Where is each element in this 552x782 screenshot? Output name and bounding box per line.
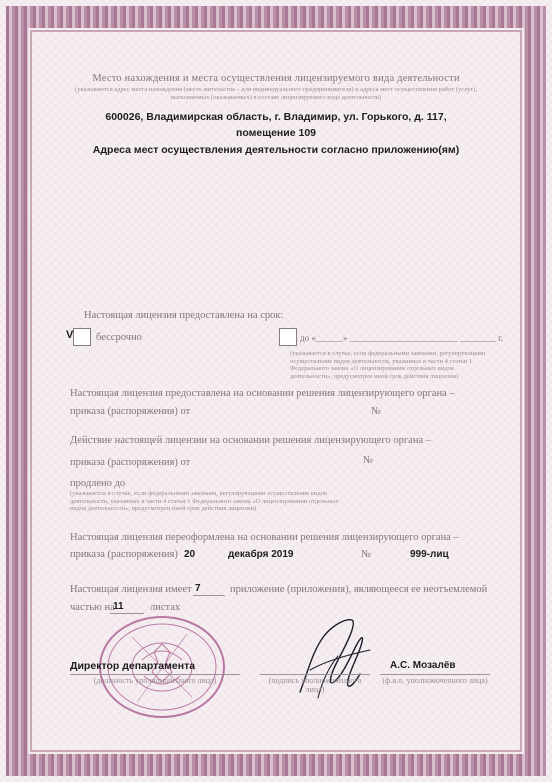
unlimited-checkbox xyxy=(73,328,91,346)
action-order: приказа (распоряжения) от xyxy=(70,457,191,468)
location-note: (указываются адрес места нахождения (место жительства – для индивидуального предпринимателя) и адреса мест осуществления работ (услуг), выполняемых (оказываемых) в составе лицензируемого вида деятельности) xyxy=(75,86,477,101)
until-label: до «______» ________________________ ________ г. xyxy=(300,333,504,343)
address-line-2: помещение 109 xyxy=(236,127,316,139)
reissue-number: 999-лиц xyxy=(410,549,449,560)
until-note: (указывается в случае, если федеральными законами, регулирующими осуществление видов деятельности, указанных в части 4 статьи 1 Федерального закона «О лицензировании отдельных видов деятельности», предусмотрен иной срок действия лицензии) xyxy=(290,350,486,380)
appendix-sheets: 11 xyxy=(113,601,124,612)
position-line xyxy=(70,674,240,675)
term-heading: Настоящая лицензия предоставлена на срок: xyxy=(84,310,284,321)
signer-name: А.С. Мозалёв xyxy=(390,660,456,671)
unlimited-label: бессрочно xyxy=(96,332,142,343)
reissue-month-year: декабря 2019 xyxy=(228,549,294,560)
signature-note: (подпись уполномоченного лица) xyxy=(268,676,362,694)
name-note: (ф.и.о. уполномоченного лица) xyxy=(382,676,488,685)
basis-order: приказа (распоряжения) от xyxy=(70,406,191,417)
check-mark: V xyxy=(66,329,74,341)
action-line-1: Действие настоящей лицензии на основании решения лицензирующего органа – xyxy=(70,435,431,446)
appendix-text-before: Настоящая лицензия имеет xyxy=(70,584,192,595)
name-line xyxy=(380,674,490,675)
position-note: (должность уполномоченного лица) xyxy=(93,676,217,685)
signer-position: Директор департамента xyxy=(70,660,196,672)
reissue-line-1: Настоящая лицензия переоформлена на основании решения лицензирующего органа – xyxy=(70,532,459,543)
action-number-sign: № xyxy=(363,455,374,466)
extended-note: (указывается в случае, если федеральными законами, регулирующими осуществление видов деятельности, указанных в части 4 статьи 1 Федерального закона «О лицензировании отдельных видов деятельности», предусмотрен иной срок действия лицензии) xyxy=(70,490,339,512)
signature-line xyxy=(260,674,370,675)
basis-line-1: Настоящая лицензия предоставлена на основании решения лицензирующего органа – xyxy=(70,388,455,399)
appendix-count-line xyxy=(193,595,225,596)
basis-number-sign: № xyxy=(371,406,382,417)
extended-until-label: продлено до xyxy=(70,478,126,489)
until-checkbox xyxy=(279,328,297,346)
reissue-day: 20 xyxy=(184,549,196,560)
appendix-sheets-label: листах xyxy=(150,602,181,613)
address-line-1: 600026, Владимирская область, г. Владимир, ул. Горького, д. 117, xyxy=(105,111,447,123)
reissue-number-sign: № xyxy=(361,549,372,560)
location-heading: Место нахождения и места осуществления лицензируемого вида деятельности xyxy=(92,73,460,84)
address-line-3: Адреса мест осуществления деятельности согласно приложению(ям) xyxy=(92,144,460,156)
appendix-part-of: частью на xyxy=(70,602,115,613)
appendix-count: 7 xyxy=(195,583,201,594)
appendix-text-after: приложение (приложения), являющееся ее неотъемлемой xyxy=(230,584,488,595)
reissue-order: приказа (распоряжения) xyxy=(70,549,178,560)
